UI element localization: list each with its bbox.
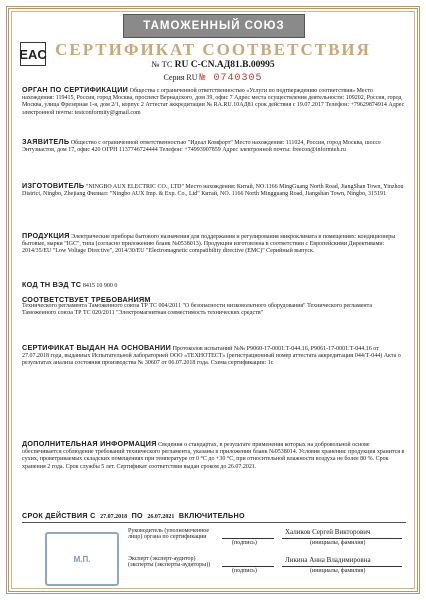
validity-inclusive-label: ВКЛЮЧИТЕЛЬНО <box>178 511 245 520</box>
tnved-heading: КОД ТН ВЭД ТС <box>22 280 82 289</box>
head-name: Халиков Сергей Викторович <box>285 528 371 536</box>
head-name-line <box>282 538 402 539</box>
validity-line <box>22 512 406 521</box>
head-label: Руководитель (уполномоченное лицо) органа по сертификации <box>128 528 210 540</box>
head-name-caption: (инициалы, фамилия) <box>310 540 366 546</box>
validity-to-label: ПО <box>131 511 143 520</box>
requirements-section <box>22 296 406 318</box>
applicant-text: Общество с ограниченной ответственностью "Идеал Комфорт" Место нахождения: 111024, Россия, город Москва, шоссе Энтузиастов, дом 17, офис 420 ОГРН 1137746724444 Телефон: +74993907859 Адрес электронной почты: freecon@informteh.ru <box>22 140 381 154</box>
validity-from-date: 27.07.2018 <box>100 514 128 520</box>
manufacturer-heading: ИЗГОТОВИТЕЛЬ <box>22 181 85 190</box>
additional-heading: ДОПОЛНИТЕЛЬНАЯ ИНФОРМАЦИЯ <box>22 439 157 448</box>
additional-section <box>22 440 406 471</box>
requirements-text: Технического регламента Таможенного союза ТР ТС 004/2011 "О безопасности низковольтного оборудования" Технического регламента Таможенного союза ТР ТС 020/2011 "Электромагнитная совместимость технических средств" <box>22 303 372 317</box>
number-prefix: № ТС <box>151 59 173 69</box>
seal-stamp <box>45 532 119 586</box>
organ-heading: ОРГАН ПО СЕРТИФИКАЦИИ <box>22 85 129 94</box>
basis-heading: СЕРТИФИКАТ ВЫДАН НА ОСНОВАНИИ <box>22 343 172 352</box>
certificate-number-line <box>0 59 426 70</box>
basis-text: Протоколов испытаний №№ Р9060-17-0001.Т-044.16, Р9061-17-0001.Т-044.16 от 27.07.2018 года, выданных Испытательной лабораторией ООО «ТЕХНОТЕСТ» (регистрационный номер аттестата аккредитации 044/Т-044) Акта о результатах анализа состояния производства № 30607 от 06.07.2018 года. Схема сертификации: 1с <box>22 346 401 367</box>
applicant-heading: ЗАЯВИТЕЛЬ <box>22 137 70 146</box>
expert-signature-line <box>222 566 274 567</box>
tnved-value: 8415 10 900 0 <box>82 283 118 289</box>
expert-label: Эксперт (эксперт-аудитор) (эксперты (эксперты-аудиторы)) <box>128 556 211 568</box>
validity-to-date: 26.07.2021 <box>147 514 175 520</box>
certificate-number: RU C-CN.АД81.В.00995 <box>174 60 275 70</box>
head-sign-caption: (подпись) <box>232 540 257 546</box>
manufacturer-section <box>22 182 406 198</box>
series-number: № 0740305 <box>199 73 263 84</box>
customs-union-banner: ТАМОЖЕННЫЙ СОЮЗ <box>123 14 305 38</box>
eac-logo-icon: EAC <box>20 42 46 66</box>
organ-text: Общества с ограниченной ответственностью «Услуги по подтверждению соответствия» Место нахождения: 119415, Россия, город Москва, проспект Вернадского, дом 39, офис 7 Адрес места осуществления деятельности: 109202, Россия, город Москва, улица Фрезерная 1-я, дом 2/1, корпус 2 Аттестат аккредитации № RA.RU.10АД81 срок действия с 19.07.2017 Телефон: +79629874914 Адрес электронной почты: testconformity@gmail.com <box>22 88 405 116</box>
basis-section <box>22 344 406 368</box>
applicant-section <box>22 138 406 154</box>
requirements-heading: СООТВЕТСТВУЕТ ТРЕБОВАНИЯМ <box>22 295 151 304</box>
expert-sign-caption: (подпись) <box>232 568 257 574</box>
organ-section <box>22 86 406 117</box>
series-label: Серия RU <box>163 73 198 82</box>
head-signature-line <box>222 538 274 539</box>
product-section <box>22 232 406 256</box>
series-line <box>0 73 426 84</box>
expert-name-caption: (инициалы, фамилия) <box>310 568 366 574</box>
certificate-title: СЕРТИФИКАТ СООТВЕТСТВИЯ <box>55 40 371 59</box>
validity-divider <box>22 522 406 523</box>
product-text: Электрические приборы бытового назначения для поддержания и регулирования микроклимата в помещениях: кондиционеры бытовые, марки "IGC", типа (согласно приложению бланк №0538013). Продукция изготовлена в соответствии с Европейскими Директивами: 2014/35/EU "Low Voltage Directive", 2014/30/EU "Electromagnetic compatibility directive (EMC)" Серийный выпуск. <box>22 234 396 255</box>
additional-text: Сведения о стандартах, в результате применения которых на добровольной основе обеспечивается соблюдение требований технического регламента, указаны в приложении бланк №0538014. Условия хранения: продукция хранится в сухих, проветриваемых складских помещениях при температуре от 0 °C до +30 °C, при относительной влажности воздуха не более 80 %. Срок хранения 2 года. Срок службы 5 лет. Сертификат соответствия выдан сроком до 26.07.2021. <box>22 442 405 470</box>
expert-name-line <box>282 566 402 567</box>
manufacturer-text: "NINGBO AUX ELECTRIC CO., LTD" Место нахождения: Китай, NO.1166 MingGuang North Road, JiangShan Town, Yinzhou District, Ningbo, Zhejiang Филиал: "Ningbo AUX Imp. & Exp. Co., Ltd" Китай, NO. 1166 North Mingguang Road, Jiangshan Town, Ningbo, 315191 <box>22 184 404 198</box>
validity-from-label: СРОК ДЕЙСТВИЯ С <box>22 511 96 520</box>
expert-name: Ликина Анна Владимировна <box>285 556 371 564</box>
stamp-label: М.П. <box>73 554 91 564</box>
tnved-section <box>22 281 406 290</box>
product-heading: ПРОДУКЦИЯ <box>22 231 70 240</box>
